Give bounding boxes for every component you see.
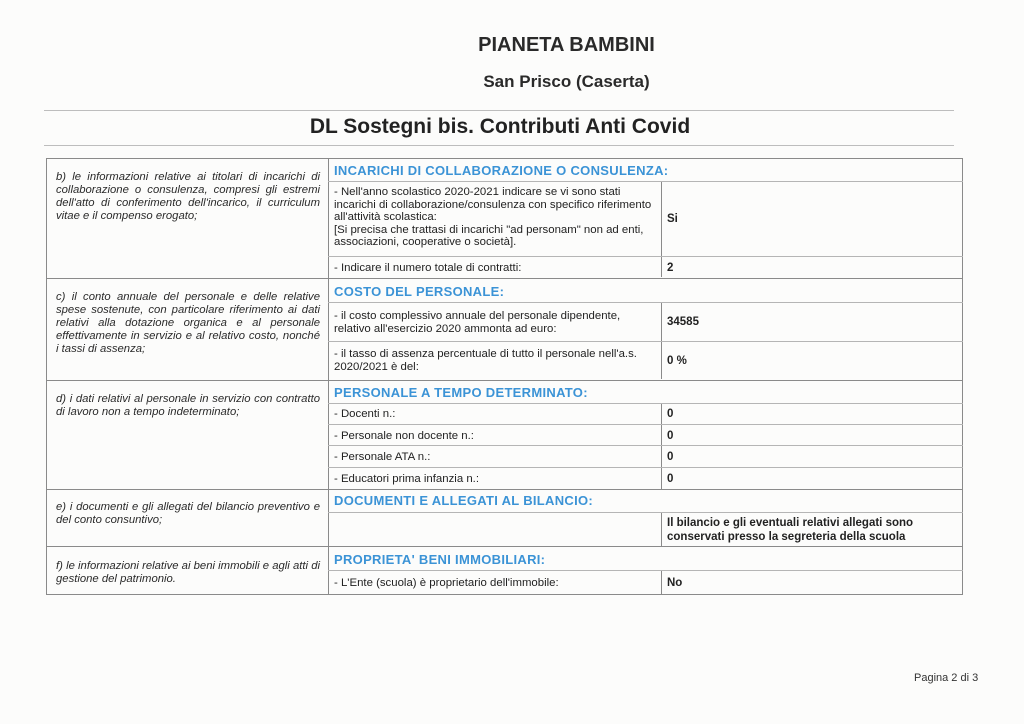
cell-separator bbox=[328, 512, 963, 513]
section-costo-personale: COSTO DEL PERSONALE: bbox=[334, 284, 505, 299]
proprietario-value: No bbox=[667, 577, 683, 589]
row-separator bbox=[46, 380, 963, 381]
section-incarichi: INCARICHI DI COLLABORAZIONE O CONSULENZA: bbox=[334, 163, 669, 178]
cell-separator bbox=[328, 403, 963, 404]
educatori-label: - Educatori prima infanzia n.: bbox=[334, 473, 479, 485]
cell-separator bbox=[328, 181, 963, 182]
cell-separator bbox=[328, 302, 963, 303]
assenza-value: 0 % bbox=[667, 355, 687, 367]
cell-separator bbox=[328, 467, 963, 468]
proprietario-label: - L'Ente (scuola) è proprietario dell'immobile: bbox=[334, 577, 559, 589]
incarichi-question-note: [Si precisa che trattasi di incarichi "ad personam" non ad enti, associazioni, cooperative o società]. bbox=[334, 223, 644, 249]
contratti-value: 2 bbox=[667, 262, 674, 274]
incarichi-question bbox=[334, 186, 660, 249]
incarichi-answer: Si bbox=[667, 213, 678, 225]
section-beni-immobiliari: PROPRIETA' BENI IMMOBILIARI: bbox=[334, 552, 546, 567]
cell-separator bbox=[328, 445, 963, 446]
educatori-value: 0 bbox=[667, 473, 674, 485]
row-separator bbox=[46, 546, 963, 547]
row-c-description: c) il conto annuale del personale e delle relative spese sostenute, con particolare riferimento ai dati relativi alla dotazione organica e al personale effettivamente in servizio e al relativo costo, nonché i tassi di assenza; bbox=[56, 291, 320, 355]
non-docente-label: - Personale non docente n.: bbox=[334, 430, 474, 442]
contratti-label: - Indicare il numero totale di contratti: bbox=[334, 262, 522, 274]
page-number: Pagina 2 di 3 bbox=[914, 672, 979, 684]
cell-separator bbox=[328, 341, 963, 342]
row-b-description: b) le informazioni relative ai titolari di incarichi di collaborazione o consulenza, compresi gli estremi dell'atto di conferimento dell'incarico, il curriculum vitae e il compenso erogato; bbox=[56, 171, 320, 222]
section-documenti-bilancio: DOCUMENTI E ALLEGATI AL BILANCIO: bbox=[334, 493, 594, 508]
row-d-description: d) i dati relativi al personale in servizio con contratto di lavoro non a tempo indeterminato; bbox=[56, 393, 320, 418]
divider-bottom bbox=[44, 145, 954, 146]
docenti-label: - Docenti n.: bbox=[334, 408, 396, 420]
column-divider-left bbox=[328, 158, 329, 595]
column-divider-d bbox=[661, 403, 662, 489]
bilancio-value: Il bilancio e gli eventuali relativi allegati sono conservati presso la segreteria della scuola bbox=[667, 517, 914, 543]
cell-separator bbox=[328, 424, 963, 425]
incarichi-question-label: - Nell'anno scolastico 2020-2021 indicare se vi sono stati incarichi di collaborazione/consulenza con specifico riferimento all'attività scolastica: bbox=[334, 186, 652, 224]
school-name: PIANETA BAMBINI bbox=[478, 34, 655, 56]
costo-label: - il costo complessivo annuale del personale dipendente, relativo all'esercizio 2020 ammonta ad euro: bbox=[334, 310, 621, 335]
assenza-label: - il tasso di assenza percentuale di tutto il personale nell'a.s. 2020/2021 è del: bbox=[334, 348, 637, 373]
ata-label: - Personale ATA n.: bbox=[334, 451, 431, 463]
column-divider-f bbox=[661, 570, 662, 595]
section-tempo-determinato: PERSONALE A TEMPO DETERMINATO: bbox=[334, 385, 588, 400]
column-divider-b bbox=[661, 181, 662, 277]
cell-separator bbox=[328, 256, 963, 257]
row-separator bbox=[46, 489, 963, 490]
row-separator bbox=[46, 278, 963, 279]
document-title: DL Sostegni bis. Contributi Anti Covid bbox=[309, 115, 691, 138]
costo-value: 34585 bbox=[667, 316, 699, 328]
column-divider-e bbox=[661, 512, 662, 546]
row-e-description: e) i documenti e gli allegati del bilancio preventivo e del conto consuntivo; bbox=[56, 501, 320, 526]
docenti-value: 0 bbox=[667, 408, 674, 420]
school-location: San Prisco (Caserta) bbox=[483, 72, 650, 91]
divider-top bbox=[44, 110, 954, 111]
ata-value: 0 bbox=[667, 451, 674, 463]
non-docente-value: 0 bbox=[667, 430, 674, 442]
row-f-description: f) le informazioni relative ai beni immobili e agli atti di gestione del patrimonio. bbox=[56, 560, 320, 585]
cell-separator bbox=[328, 570, 963, 571]
